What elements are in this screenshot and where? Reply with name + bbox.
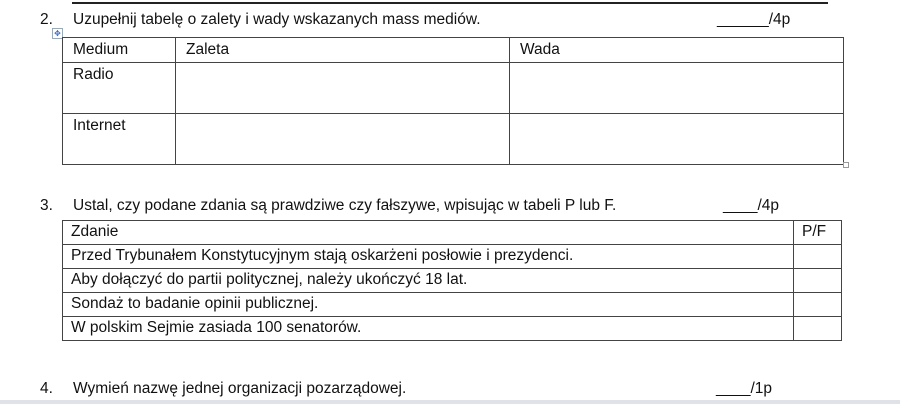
pf-cell[interactable] — [794, 245, 842, 269]
q2-number: 2. — [40, 11, 53, 28]
pf-cell[interactable] — [794, 269, 842, 293]
q4-score: ____/1p — [716, 380, 773, 397]
header-wada: Wada — [510, 38, 844, 63]
q4-text: Wymień nazwę jednej organizacji pozarządowej. — [73, 380, 407, 397]
pf-cell[interactable] — [794, 317, 842, 341]
statement: W polskim Sejmie zasiada 100 senatorów. — [63, 317, 794, 341]
q3-number: 3. — [40, 197, 53, 214]
header-pf: P/F — [794, 221, 842, 245]
true-false-table — [62, 220, 842, 341]
q4-number: 4. — [40, 380, 53, 397]
q2-score: ______/4p — [717, 11, 791, 28]
page-bottom-edge — [0, 400, 900, 404]
pf-cell[interactable] — [794, 293, 842, 317]
cell-internet-zaleta[interactable] — [176, 114, 510, 165]
header-zdanie: Zdanie — [63, 221, 794, 245]
top-rule — [72, 2, 828, 4]
media-table — [62, 37, 844, 165]
row-label-radio: Radio — [63, 63, 176, 114]
table-move-handle-icon[interactable]: ✥ — [52, 28, 63, 39]
row-label-internet: Internet — [63, 114, 176, 165]
table-resize-handle[interactable] — [843, 162, 849, 168]
cell-internet-wada[interactable] — [510, 114, 844, 165]
cell-radio-wada[interactable] — [510, 63, 844, 114]
q3-text: Ustal, czy podane zdania są prawdziwe czy fałszywe, wpisując w tabeli P lub F. — [73, 197, 617, 214]
statement: Przed Trybunałem Konstytucyjnym stają oskarżeni posłowie i prezydenci. — [63, 245, 794, 269]
cell-radio-zaleta[interactable] — [176, 63, 510, 114]
header-zaleta: Zaleta — [176, 38, 510, 63]
q2-text: Uzupełnij tabelę o zalety i wady wskazanych mass mediów. — [73, 11, 481, 28]
statement: Sondaż to badanie opinii publicznej. — [63, 293, 794, 317]
header-medium: Medium — [63, 38, 176, 63]
statement: Aby dołączyć do partii politycznej, należy ukończyć 18 lat. — [63, 269, 794, 293]
q3-score: ____/4p — [723, 197, 780, 214]
